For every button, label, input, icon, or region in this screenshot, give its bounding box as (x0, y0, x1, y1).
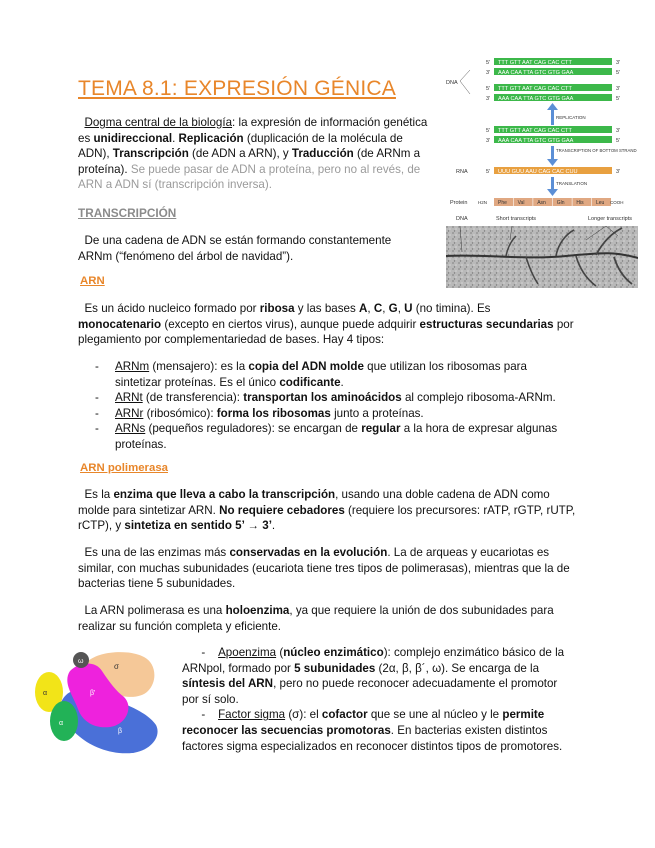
p-text: ): complejo enzimático básico de la ARNpol, formado por (182, 646, 565, 675)
nh2-label: H2N (478, 200, 488, 205)
alpha-label: α (59, 720, 64, 727)
p-bold: conservadas en la evolución (229, 546, 388, 559)
sigma-label: σ (114, 662, 119, 671)
p-text: ( (276, 646, 284, 659)
p-text: (2α, β, β´, ω). Se encarga de la (375, 661, 540, 675)
arn-text: Es un ácido nucleico formado por (84, 302, 260, 315)
p-bold: sintetiza en sentido 5’ → 3’ (124, 519, 272, 533)
p-text: . (271, 519, 276, 533)
strand-seq: UUU GUU AAU CAG CAC CUU (498, 169, 578, 175)
arn-text: (no timina). Es (412, 302, 491, 315)
intro-text: (de ADN a ARN), y (188, 147, 292, 161)
p-text: Es la (84, 488, 114, 501)
prime-label: 5' (616, 138, 621, 144)
list-text: (pequeños reguladores): se encargan de (145, 422, 362, 436)
micro-label-long: Longer transcripts (588, 216, 633, 222)
micro-label-dna: DNA (456, 216, 468, 222)
cooh-label: COOH (610, 200, 624, 205)
amino-acid-label: Leu (596, 200, 605, 206)
p-text: que se une al núcleo y le (367, 708, 503, 722)
term-dogma: Dogma central de la biología (84, 116, 233, 129)
omega-label: ω (78, 658, 84, 665)
list-item-arnm (95, 359, 575, 390)
p-text: , usando una doble cadena de ADN como molde para sintetizar ARN. (78, 488, 550, 517)
arn-bold: estructuras secundarias (419, 317, 554, 331)
list-item-arnt (95, 390, 575, 406)
term: ARNm (115, 360, 150, 373)
amino-acid-label: Val (517, 200, 525, 206)
prime-label: 3' (616, 128, 621, 134)
list-text: a la hora de expresar algunas proteínas. (115, 422, 558, 451)
p-bold: permite reconocer las secuencias promotoras (182, 708, 545, 737)
prime-label: 3' (616, 169, 621, 175)
amino-acid-label: Gln (556, 200, 565, 206)
term: ARNt (115, 391, 143, 405)
rna-polymerase-figure (30, 647, 180, 757)
p-text: , ya que requiere la unión de dos subunidades para realizar su función completa y eficiente. (78, 604, 554, 633)
heading-arn-polimerasa: ARN polimerasa (80, 462, 168, 474)
heading-transcripcion: TRANSCRIPCIÓN (78, 206, 177, 220)
subunits-list (182, 645, 574, 754)
transcripcion-text: De una cadena de ADN se están formando constantemente ARNm (“fenómeno del árbol de navidad”). (78, 234, 392, 263)
strand-seq: TTT GTT AAT CAG CAC CTT (498, 86, 572, 92)
prime-label: 5' (616, 70, 621, 76)
list-item-arns (95, 421, 575, 452)
micrograph-image (446, 226, 638, 288)
beta-prime-label: β' (90, 690, 96, 697)
page-title: TEMA 8.1: EXPRESIÓN GÉNICA (78, 77, 396, 100)
strand-seq: AAA CAA TTA GTC GTG GAA (498, 138, 574, 144)
alpha-subunit-2-shape (50, 701, 78, 741)
polimerasa-p2 (78, 545, 578, 592)
prime-label: 3' (616, 60, 621, 66)
arn-base: G (388, 302, 398, 315)
p-text: Es una de las enzimas más (84, 546, 230, 559)
translation-label: TRANSLATION (556, 181, 588, 186)
term: Factor sigma (218, 708, 286, 722)
prime-label: 3' (486, 96, 491, 102)
dna-label: DNA (446, 80, 458, 86)
arn-base: U (404, 302, 413, 315)
p-bold: 5 subunidades (294, 661, 376, 675)
intro-bold: Transcripción (112, 147, 189, 161)
list-item-arnr (95, 406, 575, 422)
micrograph-figure (446, 218, 638, 288)
arn-types-list (95, 359, 575, 453)
list-bold: copia del ADN molde (248, 360, 364, 373)
polimerasa-p1 (78, 487, 578, 534)
arrow-head-icon (547, 103, 558, 110)
prime-label: 5' (486, 86, 491, 92)
p-bold: síntesis del ARN (182, 677, 274, 691)
micro-label-short: Short transcripts (496, 216, 537, 222)
strand-seq: AAA CAA TTA GTC GTG GAA (498, 70, 574, 76)
list-bold: forma los ribosomas (216, 406, 331, 420)
term: Apoenzima (218, 646, 277, 659)
intro-bold: Traducción (291, 147, 354, 161)
arn-text: (excepto en ciertos virus), aunque puede adquirir (161, 317, 420, 331)
intro-bold: Replicación (178, 131, 244, 145)
arn-text: , (382, 302, 389, 315)
amino-acid-label: Phe (498, 200, 507, 206)
central-dogma-figure (446, 52, 638, 210)
arn-text: , (397, 302, 405, 315)
arn-bold: ribosa (259, 302, 295, 315)
p-bold: holoenzima (225, 604, 290, 617)
term: ARNs (115, 422, 146, 436)
list-text: que utilizan los ribosomas para sintetizar proteínas. Es el único (115, 360, 527, 389)
transcription-arrow (551, 146, 554, 161)
list-bold: transportan los aminoácidos (243, 391, 402, 405)
list-text: junto a proteínas. (330, 406, 424, 420)
alpha-label: α (43, 690, 48, 697)
p-text: . En bacterias existen distintos factores sigma especializados en reconocer distintos tipos de promotores. (182, 723, 563, 753)
arrow-head-icon (547, 159, 558, 166)
prime-label: 5' (486, 128, 491, 134)
intro-grey-note: Se puede pasar de ADN a proteína, pero no al revés, de ARN a ADN sí (transcripción inversa). (78, 162, 421, 192)
intro-bold: unidireccional (93, 131, 173, 145)
transcripcion-paragraph (78, 233, 408, 264)
arrow-head-icon (547, 189, 558, 196)
amino-acid-label: Asn (537, 200, 546, 206)
p-bold: cofactor (321, 708, 368, 722)
beta-label: β (118, 728, 123, 735)
amino-acid-chain (494, 198, 611, 206)
list-text: (mensajero): es la (149, 360, 249, 373)
translation-arrow (551, 177, 554, 191)
rna-label: RNA (456, 169, 468, 175)
p-text: (requiere los precursores: rATP, rGTP, rUTP, rCTP), y (78, 503, 576, 533)
arn-text: y las bases (294, 302, 359, 315)
p-text: (σ): el (285, 708, 322, 722)
list-bold: codificante (279, 375, 341, 389)
intro-text: . (172, 131, 179, 145)
replication-label: REPLICATION (556, 115, 586, 120)
prime-label: 3' (486, 70, 491, 76)
list-text: (de transferencia): (142, 391, 244, 405)
polimerasa-p3 (78, 603, 578, 634)
strand-seq: TTT GTT AAT CAG CAC CTT (498, 60, 572, 66)
arn-text: por plegamiento por complementariedad de bases. Hay 4 tipos: (78, 317, 574, 347)
strand-seq: AAA CAA TTA GTC GTG GAA (498, 96, 574, 102)
intro-text: : la expresión de información genética es (78, 116, 428, 145)
intro-paragraph (78, 115, 434, 193)
p-bold: No requiere cebadores (219, 503, 345, 517)
strand-seq: TTT GTT AAT CAG CAC CTT (498, 128, 572, 134)
prime-label: 3' (616, 86, 621, 92)
p-bold: enzima que lleva a cabo la transcripción (113, 488, 336, 501)
prime-label: 5' (486, 169, 491, 175)
list-item-apoenzima: - Apoenzima (núcleo enzimático): complejo enzimático básico de la ARNpol, formado por 5 subunidades (2α, β, β´, ω). Se encarga de la síntesis del ARN, pero no puede reconocer adecuadamente el promotor por sí solo. (182, 646, 565, 706)
arn-bold: monocatenario (78, 317, 162, 331)
list-text: al complejo ribosoma-ARNm. (401, 391, 556, 405)
heading-arn: ARN (80, 275, 105, 287)
list-bold: regular (361, 422, 401, 436)
protein-label: Protein (450, 200, 468, 206)
p-text: , pero no puede reconocer adecuadamente el promotor por sí solo. (182, 677, 558, 706)
term: ARNr (115, 406, 144, 420)
transcription-label: TRANSCRIPTION OF BOTTOM STRAND (556, 148, 637, 153)
prime-label: 5' (616, 96, 621, 102)
prime-label: 3' (486, 138, 491, 144)
intro-text: (duplicación de la molécula de ADN), (78, 131, 403, 161)
p-text: La ARN polimerasa es una (84, 604, 226, 617)
arn-paragraph (78, 301, 576, 348)
list-text: . (340, 375, 344, 389)
p-bold: núcleo enzimático (283, 646, 384, 659)
arn-base: A (359, 302, 368, 315)
amino-acid-label: His (576, 200, 584, 206)
arn-base: C (373, 302, 383, 315)
prime-label: 5' (486, 60, 491, 66)
p-text: . La de arqueas y eucariotas es similar, con muchas subunidades (eucariota tiene tres tipos de polimerasas), mientras que la de bacterias tiene 5 subunidades. (78, 546, 570, 591)
arn-text: , (367, 302, 374, 315)
list-text: (ribosómico): (143, 406, 217, 420)
intro-text: (de ARNm a proteína). (78, 147, 421, 176)
list-item-factor-sigma: - Factor sigma (σ): el cofactor que se une al núcleo y le permite reconocer las secuencias promotoras. En bacterias existen distintos factores sigma especializados en reconocer distintos tipos de promotores. (182, 708, 563, 753)
